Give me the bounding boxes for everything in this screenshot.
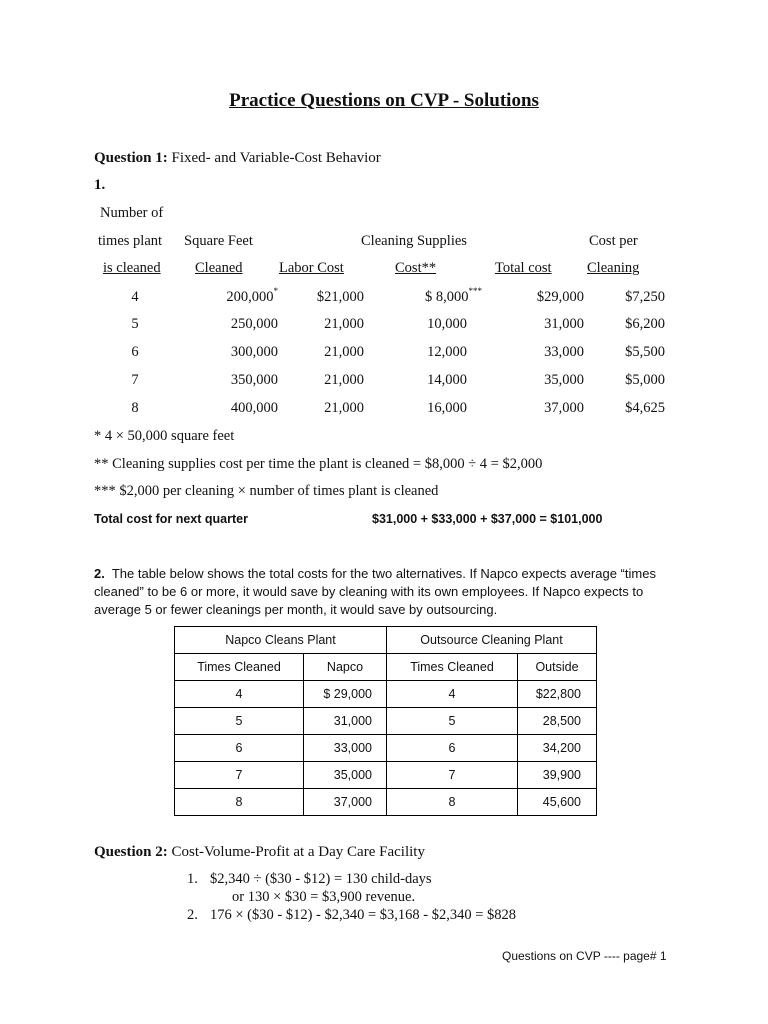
cell: 6 — [387, 735, 518, 762]
cell: 35,000 — [304, 762, 387, 789]
table-row — [175, 735, 597, 762]
labor-cell: $21,000 — [316, 289, 364, 305]
cell: 45,600 — [518, 789, 597, 816]
cell: 31,000 — [304, 708, 387, 735]
sqft-cell: 300,000 — [230, 344, 278, 360]
napco-header: Napco Cleans Plant — [175, 627, 387, 654]
cell: 5 — [175, 708, 304, 735]
total-cell: 35,000 — [544, 372, 584, 388]
outsource-header: Outsource Cleaning Plant — [387, 627, 597, 654]
footnote-1: * 4 × 50,000 square feet — [94, 428, 235, 444]
table-row — [175, 681, 597, 708]
col-times-cleaned: Times Cleaned — [175, 654, 304, 681]
question-2-heading — [94, 844, 425, 861]
part-2-number: 2. — [94, 566, 105, 581]
cell: 7 — [387, 762, 518, 789]
question-1-topic: Fixed- and Variable-Cost Behavior — [171, 150, 381, 166]
cell: 28,500 — [518, 708, 597, 735]
cell: $22,800 — [518, 681, 597, 708]
comparison-table — [174, 626, 597, 816]
cell: 7 — [175, 762, 304, 789]
supplies-cell: 12,000 — [427, 344, 467, 360]
cell: 4 — [387, 681, 518, 708]
sqft-cell: 350,000 — [230, 372, 278, 388]
total-cell: 31,000 — [544, 316, 584, 332]
times-cell: 6 — [131, 344, 139, 360]
labor-cell: 21,000 — [324, 400, 364, 416]
supplies-cell: $ 8,000*** — [425, 286, 482, 305]
page-title: Practice Questions on CVP - Solutions — [229, 90, 539, 111]
supplies-cell: 16,000 — [427, 400, 467, 416]
q2-item-1-line-1: $2,340 ÷ ($30 - $12) = 130 child-days — [210, 871, 432, 887]
question-1-heading — [94, 150, 381, 167]
total-cost-value: $31,000 + $33,000 + $37,000 = $101,000 — [372, 512, 603, 526]
labor-cell: 21,000 — [324, 316, 364, 332]
times-cell: 5 — [131, 316, 139, 332]
footnote-3: *** $2,000 per cleaning × number of times plant is cleaned — [94, 483, 439, 499]
header-cleaning-supplies: Cleaning Supplies — [361, 233, 467, 249]
supplies-cell: 14,000 — [427, 372, 467, 388]
col-outside: Outside — [518, 654, 597, 681]
header-times-plant: times plant — [98, 233, 163, 249]
total-cell: 33,000 — [544, 344, 584, 360]
sqft-cell: 250,000 — [230, 316, 278, 332]
sqft-cell: 200,000* — [226, 286, 278, 305]
header-cost-stars: Cost** — [395, 260, 437, 276]
part-2-paragraph — [94, 565, 664, 619]
times-cell: 8 — [131, 400, 139, 416]
per-cell: $5,000 — [625, 372, 665, 388]
header-cleaning: Cleaning — [587, 260, 640, 276]
question-2-label: Question 2: — [94, 844, 168, 860]
question-1-label: Question 1: — [94, 150, 168, 166]
col-napco: Napco — [304, 654, 387, 681]
footnote-2: ** Cleaning supplies cost per time the plant is cleaned = $8,000 ÷ 4 = $2,000 — [94, 456, 543, 472]
total-cost-label: Total cost for next quarter — [94, 512, 248, 526]
q2-item-2-line-1: 176 × ($30 - $12) - $2,340 = $3,168 - $2,340 = $828 — [210, 907, 517, 923]
cell: 33,000 — [304, 735, 387, 762]
cell: 34,200 — [518, 735, 597, 762]
header-square-feet: Square Feet — [184, 233, 253, 249]
per-cell: $4,625 — [625, 400, 665, 416]
cell: $ 29,000 — [304, 681, 387, 708]
part-2-text: The table below shows the total costs for the two alternatives. If Napco expects average “times cleaned” to be 6 or more, it would save by cleaning with its own employees. If Napco expects to average 5 or fewer cleanings per month, it would save by outsourcing. — [94, 566, 656, 617]
table-row — [175, 708, 597, 735]
page-footer: Questions on CVP ---- page# 1 — [502, 949, 667, 963]
header-is-cleaned: is cleaned — [103, 260, 161, 276]
cell: 4 — [175, 681, 304, 708]
table-subheader-row — [175, 654, 597, 681]
q2-item-1-number: 1. — [187, 871, 198, 887]
cell: 8 — [387, 789, 518, 816]
total-cell: $29,000 — [536, 289, 584, 305]
per-cell: $5,500 — [625, 344, 665, 360]
table-header-row — [175, 627, 597, 654]
labor-cell: 21,000 — [324, 344, 364, 360]
times-cell: 7 — [131, 372, 139, 388]
table-row — [175, 789, 597, 816]
part-1-number: 1. — [94, 177, 106, 193]
q2-item-1-line-2: or 130 × $30 = $3,900 revenue. — [232, 889, 416, 905]
cell: 6 — [175, 735, 304, 762]
col-times-cleaned-outsource: Times Cleaned — [387, 654, 518, 681]
labor-cell: 21,000 — [324, 372, 364, 388]
header-labor-cost: Labor Cost — [279, 260, 344, 276]
per-cell: $7,250 — [625, 289, 665, 305]
table-row — [175, 762, 597, 789]
supplies-cell: 10,000 — [427, 316, 467, 332]
header-total-cost: Total cost — [495, 260, 552, 276]
header-cost-per: Cost per — [589, 233, 638, 249]
header-cleaned: Cleaned — [195, 260, 243, 276]
cell: 5 — [387, 708, 518, 735]
sqft-cell: 400,000 — [230, 400, 278, 416]
cell: 39,900 — [518, 762, 597, 789]
per-cell: $6,200 — [625, 316, 665, 332]
total-cell: 37,000 — [544, 400, 584, 416]
times-cell: 4 — [131, 289, 139, 305]
header-number-of: Number of — [100, 205, 164, 221]
q2-item-2-number: 2. — [187, 907, 198, 923]
question-2-topic: Cost-Volume-Profit at a Day Care Facility — [171, 844, 425, 860]
cell: 37,000 — [304, 789, 387, 816]
cell: 8 — [175, 789, 304, 816]
